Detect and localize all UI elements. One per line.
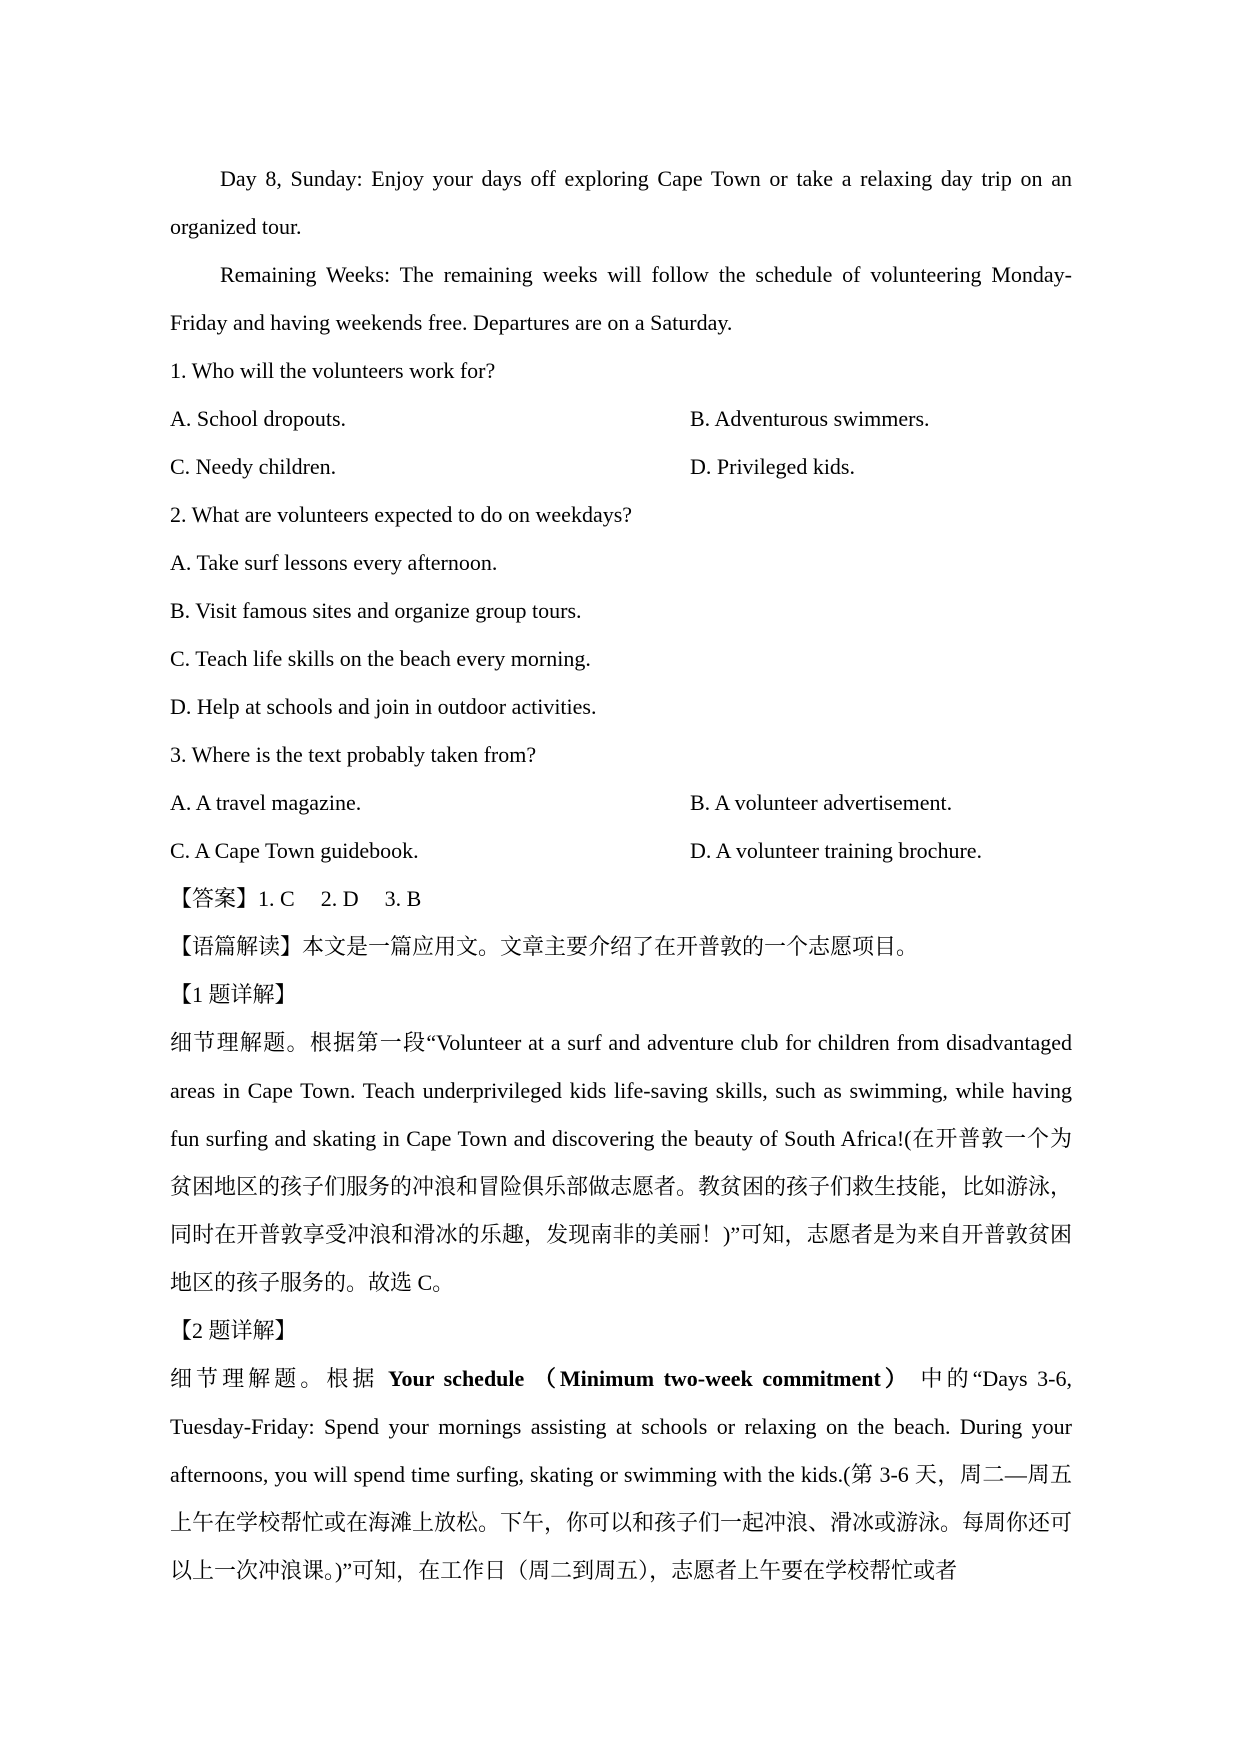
explanation-1-body: 细节理解题。根据第一段“Volunteer at a surf and adventure club for children from disadvantaged areas in Cape Town. Teach underprivileged kids life-saving skills, such as swimming, while having fun surfing and skating in Cape Town and discovering the beauty of South Africa!(在开普敦一个为贫困地区的孩子们服务的冲浪和冒险俱乐部做志愿者。教贫困的孩子们救生技能，比如游泳，同时在开普敦享受冲浪和滑冰的乐趣，发现南非的美丽！)”可知，志愿者是为来自开普敦贫困地区的孩子服务的。故选 C。 bbox=[170, 1030, 1073, 1295]
answer-item-3: 3. B bbox=[384, 886, 422, 911]
explanation-2-text-post: 中的“Days 3-6, Tuesday-Friday: Spend your mornings assisting at schools or relaxing on the beach. During your afternoons, you will spend time surfing, skating or swimming with the kids.(第 3-6 天，周二—周五上午在学校帮忙或在海滩上放松。下午，你可以和孩子们一起冲浪、滑冰或游泳。每周你还可以上一次冲浪课。)”可知，在工作日（周二到周五），志愿者上午要在学校帮忙或者 bbox=[170, 1366, 1073, 1583]
question-2-option-a: A. Take surf lessons every afternoon. bbox=[170, 550, 498, 575]
question-1-options-row-2 bbox=[170, 443, 1072, 491]
question-3-options-row-2 bbox=[170, 827, 1072, 875]
question-2-option-b: B. Visit famous sites and organize group tours. bbox=[170, 598, 582, 623]
question-3-stem: 3. Where is the text probably taken from? bbox=[170, 742, 537, 767]
explanation-2-bold-quote: Your schedule （Minimum two-week commitment） bbox=[388, 1366, 911, 1391]
answer-item-1: 1. C bbox=[258, 886, 295, 911]
question-3-option-a: A. A travel magazine. bbox=[170, 790, 362, 815]
question-2-option-d: D. Help at schools and join in outdoor activities. bbox=[170, 694, 597, 719]
explanation-1-heading: 【1 题详解】 bbox=[170, 982, 297, 1007]
question-1-options-row-1 bbox=[170, 395, 1072, 443]
question-3-option-c: C. A Cape Town guidebook. bbox=[170, 838, 419, 863]
question-1-option-a: A. School dropouts. bbox=[170, 406, 346, 431]
question-1-stem: 1. Who will the volunteers work for? bbox=[170, 358, 496, 383]
passage-paragraph-day8: Day 8, Sunday: Enjoy your days off exploring Cape Town or take a relaxing day trip on an organized tour. bbox=[170, 166, 1072, 239]
explanation-2-body bbox=[170, 1355, 1072, 1595]
explanation-2-heading: 【2 题详解】 bbox=[170, 1318, 297, 1343]
question-3-option-d: D. A volunteer training brochure. bbox=[690, 838, 983, 863]
answer-label: 【答案】 bbox=[170, 886, 259, 911]
passage-paragraph-remaining-weeks: Remaining Weeks: The remaining weeks will follow the schedule of volunteering Monday-Friday and having weekends free. Departures are on a Saturday. bbox=[170, 262, 1072, 335]
answer-line bbox=[170, 875, 1072, 923]
question-3-block bbox=[170, 731, 1072, 875]
question-1-option-c: C. Needy children. bbox=[170, 454, 337, 479]
question-1-block bbox=[170, 347, 1072, 491]
question-1-option-d: D. Privileged kids. bbox=[690, 454, 855, 479]
question-2-stem: 2. What are volunteers expected to do on weekdays? bbox=[170, 502, 633, 527]
passage-analysis-line bbox=[170, 923, 1072, 971]
question-3-options-row-1 bbox=[170, 779, 1072, 827]
passage-analysis-text: 本文是一篇应用文。文章主要介绍了在开普敦的一个志愿项目。 bbox=[302, 934, 919, 959]
question-2-block bbox=[170, 491, 1072, 731]
question-2-option-c: C. Teach life skills on the beach every morning. bbox=[170, 646, 591, 671]
question-3-option-b: B. A volunteer advertisement. bbox=[690, 790, 953, 815]
question-1-option-b: B. Adventurous swimmers. bbox=[690, 406, 930, 431]
answer-item-2: 2. D bbox=[320, 886, 359, 911]
explanation-2-text-pre: 细节理解题。根据 bbox=[170, 1366, 389, 1391]
passage-analysis-label: 【语篇解读】 bbox=[170, 934, 303, 959]
